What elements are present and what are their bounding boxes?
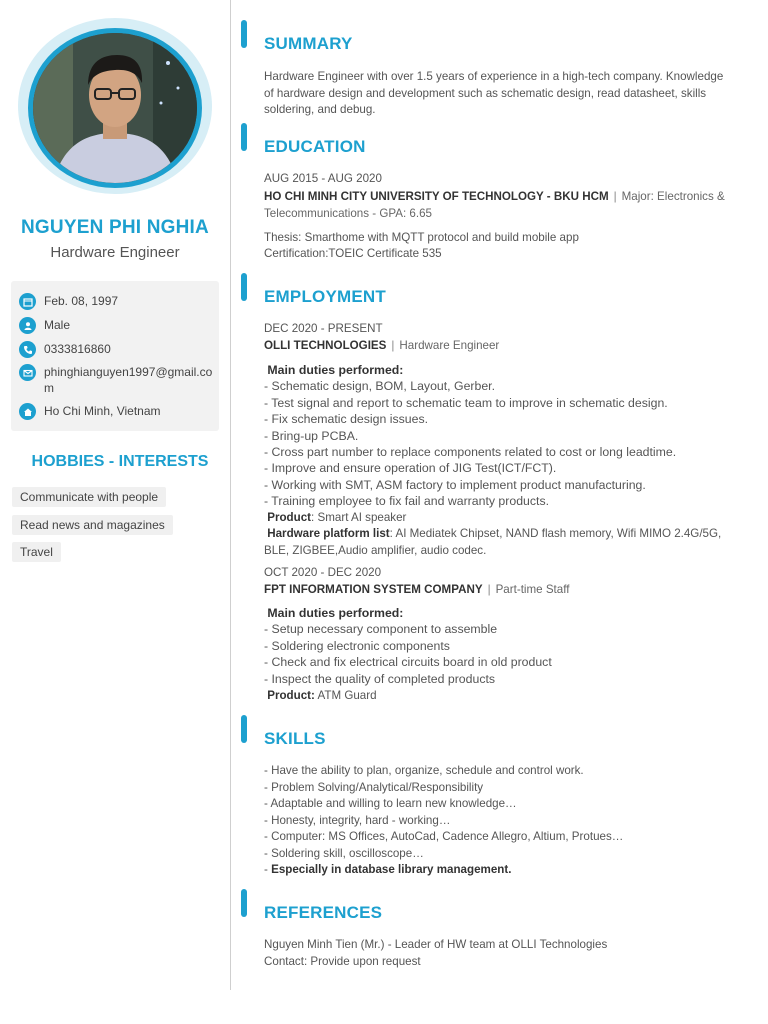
job-product: Product: ATM Guard xyxy=(267,689,377,702)
job-company: FPT INFORMATION SYSTEM COMPANY xyxy=(264,583,483,596)
duty-item: - Setup necessary component to assemble xyxy=(264,622,498,637)
mail-icon xyxy=(19,364,36,381)
home-icon xyxy=(19,403,36,420)
section-accent-bar xyxy=(241,273,247,301)
job-dates: OCT 2020 - DEC 2020 xyxy=(264,566,382,579)
hobby-tag: Read news and magazines xyxy=(12,515,173,535)
user-icon xyxy=(19,317,36,334)
duties-label: Main duties performed: xyxy=(267,363,404,377)
phone-icon xyxy=(19,341,36,358)
summary-title: SUMMARY xyxy=(264,34,353,53)
skill-item: - Problem Solving/Analytical/Responsibility xyxy=(264,780,484,794)
duty-item: - Test signal and report to schematic team to improve in schematic design. xyxy=(264,395,668,410)
contact-birthday: Feb. 08, 1997 xyxy=(19,293,214,310)
contact-phone[interactable]: 0333816860 xyxy=(19,341,214,358)
section-accent-bar xyxy=(241,20,247,48)
references-title: REFERENCES xyxy=(264,903,383,922)
duties-label: Main duties performed: xyxy=(267,606,404,620)
contact-panel xyxy=(11,281,219,431)
contact-gender: Male xyxy=(19,317,214,334)
education-school: HO CHI MINH CITY UNIVERSITY OF TECHNOLOGY - BKU HCM xyxy=(264,190,609,203)
job-position: Part-time Staff xyxy=(495,583,570,596)
reference-contact: Contact: Provide upon request xyxy=(264,955,421,968)
job-duties xyxy=(264,362,734,510)
skill-item: - Soldering skill, oscilloscope… xyxy=(264,846,424,860)
job-dates: DEC 2020 - PRESENT xyxy=(264,322,383,335)
contact-address: Ho Chi Minh, Vietnam xyxy=(19,403,214,420)
duty-item: - Working with SMT, ASM factory to implement product manufacturing. xyxy=(264,477,646,492)
education-major: Major: Electronics & Telecommunications - GPA: 6.65 xyxy=(264,190,725,220)
duty-item: - Check and fix electrical circuits board in old product xyxy=(264,655,552,670)
hobby-tag: Communicate with people xyxy=(12,487,166,507)
skill-item-highlight: - Especially in database library management. xyxy=(264,863,512,876)
job-platform: Hardware platform list: AI Mediatek Chipset, NAND flash memory, Wifi MIMO 2.4G/5G, BLE, ZIGBEE,Audio amplifier, audio codec. xyxy=(264,527,722,557)
left-sidebar xyxy=(0,0,230,1024)
duty-item: - Training employee to fix fail and warranty products. xyxy=(264,494,550,509)
education-dates: AUG 2015 - AUG 2020 xyxy=(264,172,382,185)
skills-title: SKILLS xyxy=(264,729,326,748)
profile-name: NGUYEN PHI NGHIA xyxy=(21,217,209,238)
calendar-icon xyxy=(19,293,36,310)
job-position: Hardware Engineer xyxy=(399,339,500,352)
duty-item: - Soldering electronic components xyxy=(264,638,450,653)
skill-item: - Honesty, integrity, hard - working… xyxy=(264,813,451,827)
skill-item: - Have the ability to plan, organize, schedule and control work. xyxy=(264,764,584,777)
skills-list xyxy=(264,763,734,879)
education-thesis: Thesis: Smarthome with MQTT protocol and build mobile app xyxy=(264,231,579,244)
avatar-photo xyxy=(33,33,197,183)
profile-role: Hardware Engineer xyxy=(50,244,180,261)
avatar xyxy=(28,28,202,188)
section-accent-bar xyxy=(241,889,247,917)
summary-text: Hardware Engineer with over 1.5 years of experience in a high-tech company. Knowledge of hardware design and development such as schematic design, read datasheet, skills soldering, and debug. xyxy=(264,70,724,116)
job-product: Product: Smart AI speaker xyxy=(267,511,407,524)
skill-item: - Computer: MS Offices, AutoCad, Cadence Allegro, Altium, Protues… xyxy=(264,830,624,843)
duty-item: - Cross part number to replace components related to cost or long leadtime. xyxy=(264,445,677,460)
hobby-tag: Travel xyxy=(12,542,61,562)
employment-title: EMPLOYMENT xyxy=(264,287,386,306)
job-company: OLLI TECHNOLOGIES xyxy=(264,339,387,352)
job-duties xyxy=(264,605,734,687)
reference-line: Nguyen Minh Tien (Mr.) - Leader of HW team at OLLI Technologies xyxy=(264,938,608,951)
hobbies-title: HOBBIES - INTERESTS xyxy=(31,453,209,470)
duty-item: - Bring-up PCBA. xyxy=(264,428,359,443)
duty-item: - Improve and ensure operation of JIG Test(ICT/FCT). xyxy=(264,461,557,476)
duty-item: - Inspect the quality of completed products xyxy=(264,671,496,686)
education-cert: Certification:TOEIC Certificate 535 xyxy=(264,247,442,260)
skill-item: - Adaptable and willing to learn new knowledge… xyxy=(264,797,517,810)
contact-email[interactable]: phinghianguyen1997@gmail.com xyxy=(19,364,214,396)
column-divider xyxy=(230,0,231,990)
duty-item: - Schematic design, BOM, Layout, Gerber. xyxy=(264,379,496,394)
education-detail: HO CHI MINH CITY UNIVERSITY OF TECHNOLOGY - BKU HCM | Major: Electronics & Telecommunications - GPA: 6.65 xyxy=(264,190,725,220)
education-title: EDUCATION xyxy=(264,137,366,156)
duty-item: - Fix schematic design issues. xyxy=(264,412,429,427)
job-heading: FPT INFORMATION SYSTEM COMPANY | Part-time Staff xyxy=(264,583,570,596)
section-accent-bar xyxy=(241,123,247,151)
section-accent-bar xyxy=(241,715,247,743)
job-heading: OLLI TECHNOLOGIES | Hardware Engineer xyxy=(264,339,500,352)
